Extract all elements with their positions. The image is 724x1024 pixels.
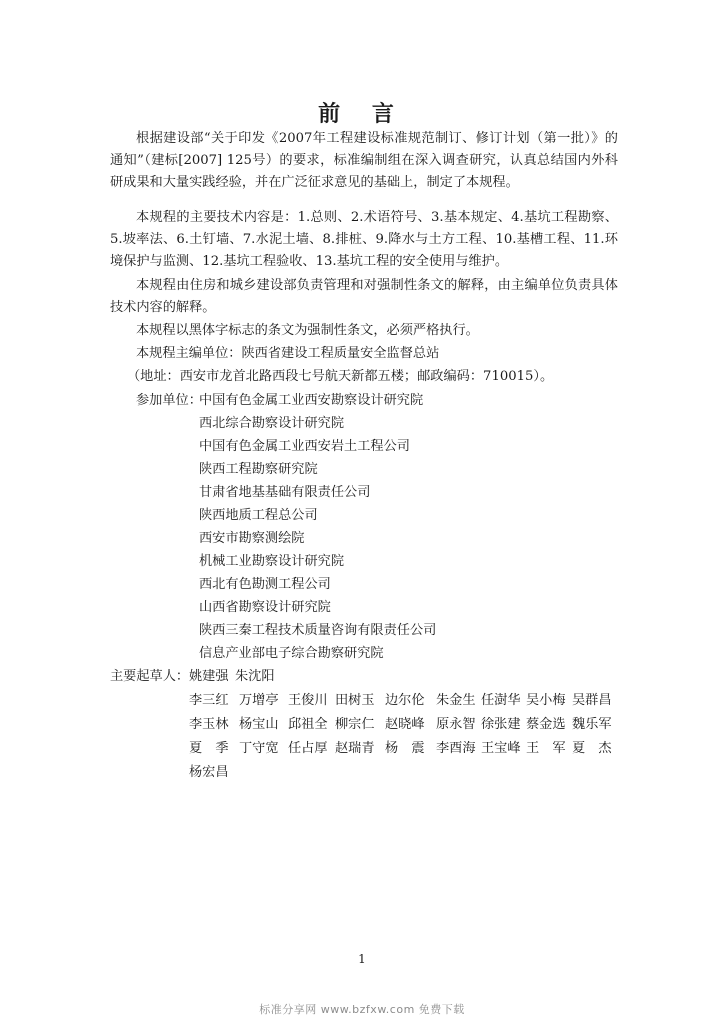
- drafter-name: 丁守宽: [239, 741, 279, 756]
- mandatory-note: 本规程以黑体字标志的条文为强制性条文，必须严格执行。: [136, 323, 479, 338]
- drafter-name: 杨 震: [385, 741, 425, 756]
- paragraph-technical-content: 本规程的主要技术内容是：1.总则、2.术语符号、3.基本规定、4.基坑工程勘察、5.坡率法、6.土钉墙、7.水泥土墙、8.排桩、9.降水与土方工程、10.基槽工程、11.环境保护与监测、12.基坑工程验收、13.基坑工程的安全使用与维护。: [110, 210, 618, 269]
- drafter-name: 万增亭: [239, 693, 279, 708]
- participant-unit: 陕西三秦工程技术质量咨询有限责任公司: [199, 623, 437, 638]
- drafter-name: 夏 季: [189, 741, 229, 756]
- drafter-name: 李三红: [189, 693, 229, 708]
- drafter-name: 杨宝山: [239, 717, 279, 732]
- drafter-name: 李玉林: [189, 717, 229, 732]
- drafter-name: 王 军: [526, 741, 566, 756]
- participant-unit: 山西省勘察设计研究院: [199, 600, 331, 615]
- participant-unit: 机械工业勘察设计研究院: [199, 554, 345, 569]
- chief-editor: 本规程主编单位：陕西省建设工程质量安全监督总站: [136, 346, 440, 361]
- participant-unit: 陕西地质工程总公司: [199, 508, 318, 523]
- drafter-name: 吴小梅: [526, 693, 566, 708]
- participant-unit: 中国有色金属工业西安勘察设计研究院: [199, 393, 424, 408]
- drafter-name: 徐张建: [481, 717, 521, 732]
- drafter-name: 赵晓峰: [385, 717, 425, 732]
- participant-unit: 甘肃省地基基础有限责任公司: [199, 485, 371, 500]
- paragraph-management: 本规程由住房和城乡建设部负责管理和对强制性条文的解释，由主编单位负责具体技术内容的解释。: [110, 278, 618, 315]
- drafter-name: 原永智: [436, 717, 476, 732]
- drafter-name: 魏乐军: [572, 717, 612, 732]
- participant-unit: 陕西工程勘察研究院: [199, 462, 318, 477]
- drafter-name: 柳宗仁: [335, 717, 375, 732]
- drafter-name: 边尔伦: [385, 693, 425, 708]
- participant-unit: 中国有色金属工业西安岩土工程公司: [199, 439, 410, 454]
- participant-unit: 信息产业部电子综合勘察研究院: [199, 646, 384, 661]
- drafter-name: 王俊川: [288, 693, 328, 708]
- participant-unit: 西北综合勘察设计研究院: [199, 416, 345, 431]
- drafter-name: 蔡金选: [526, 717, 566, 732]
- drafter-name: 邱祖全: [288, 717, 328, 732]
- drafter-name: 赵瑞青: [335, 741, 375, 756]
- drafter-name: 王宝峰: [481, 741, 521, 756]
- participant-unit: 西安市勘察测绘院: [199, 531, 305, 546]
- drafter-name: 吴群昌: [572, 693, 612, 708]
- participant-unit: 西北有色勘测工程公司: [199, 577, 331, 592]
- drafter-name: 任澍华: [481, 693, 521, 708]
- drafter-name: 朱金生: [436, 693, 476, 708]
- drafter-name: 夏 杰: [572, 741, 612, 756]
- drafters-label: 主要起草人：: [110, 669, 190, 684]
- page-number: 1: [358, 952, 366, 966]
- address: （地址：西安市龙首北路西段七号航天新都五楼；邮政编码：710015）。: [127, 369, 554, 384]
- drafter-name: 李酉海: [436, 741, 476, 756]
- paragraph-basis: 根据建设部“关于印发《2007年工程建设标准规范制订、修订计划（第一批）》的通知”（建标[2007] 125号）的要求，标准编制组在深入调查研究，认真总结国内外科研成果和大量实践经验，并在广泛征求意见的基础上，制定了本规程。: [110, 131, 618, 190]
- footer-watermark: 标准分享网 www.bzfxw.com 免费下载: [259, 1003, 465, 1016]
- drafter-name: 姚建强: [189, 669, 229, 684]
- participants-label: 参加单位：: [136, 393, 202, 408]
- drafter-name: 朱沈阳: [235, 669, 275, 684]
- drafter-name: 田树玉: [335, 693, 375, 708]
- page-title: 前 言: [318, 101, 406, 127]
- drafter-name: 任占厚: [288, 741, 328, 756]
- drafter-name: 杨宏昌: [189, 765, 229, 780]
